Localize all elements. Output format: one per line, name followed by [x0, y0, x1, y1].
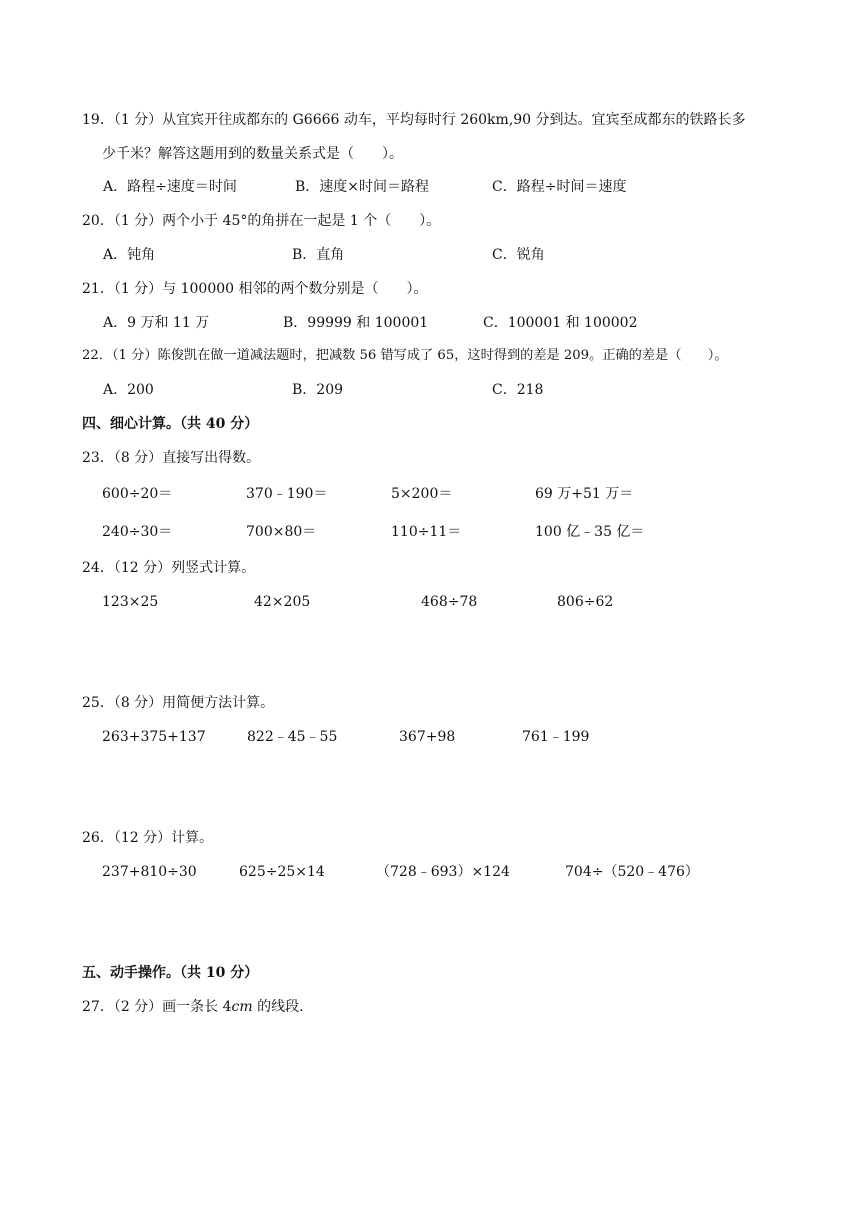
question-21-option-a: A．9 万和 11 万 [103, 315, 210, 331]
question-19-line-2: 少千米？解答这题用到的数量关系式是（ ）。 [102, 146, 403, 162]
question-25-text: 25．（8 分）用简便方法计算。 [82, 695, 275, 711]
question-21-option-b: B．99999 和 100001 [283, 315, 429, 331]
q23-expr-5: 240÷30＝ [102, 524, 173, 540]
q23-expr-6: 700×80＝ [246, 524, 317, 540]
q23-expr-2: 370﹣190＝ [246, 486, 328, 502]
question-27-text [82, 998, 304, 1016]
q24-expr-2: 42×205 [254, 594, 311, 610]
q25-expr-3: 367+98 [399, 729, 456, 745]
question-27-text-start: 27．（2 分）画一条长 4 [82, 999, 232, 1015]
q23-expr-7: 110÷11＝ [391, 524, 462, 540]
question-27-unit: cm [231, 999, 253, 1015]
question-19-option-c: C．路程÷时间＝速度 [492, 179, 627, 195]
question-24-text: 24．（12 分）列竖式计算。 [82, 560, 256, 576]
question-19-line-1: 19．（1 分）从宜宾开往成都东的 G6666 动车，平均每时行 260km,90 分到达。宜宾至成都东的铁路长多 [82, 112, 746, 128]
q23-expr-4: 69 万+51 万＝ [535, 486, 634, 502]
question-20-option-a: A．钝角 [103, 247, 156, 263]
q23-expr-3: 5×200＝ [391, 486, 453, 502]
q26-expr-4: 704÷（520﹣476） [565, 864, 699, 880]
question-20-option-c: C．锐角 [492, 247, 545, 263]
q25-expr-2: 822﹣45﹣55 [247, 729, 338, 745]
question-20-text: 20．（1 分）两个小于 45°的角拼在一起是 1 个（ ）。 [82, 213, 441, 229]
q23-expr-8: 100 亿﹣35 亿＝ [535, 524, 645, 540]
q25-expr-1: 263+375+137 [102, 729, 206, 745]
question-22-option-c: C．218 [492, 382, 544, 398]
q26-expr-1: 237+810÷30 [102, 864, 197, 880]
q25-expr-4: 761﹣199 [522, 729, 590, 745]
section-5-title: 五、动手操作。（共 10 分） [82, 965, 259, 981]
question-22-text: 22．（1 分）陈俊凯在做一道减法题时，把减数 56 错写成了 65，这时得到的差是 209。正确的差是（ ）。 [82, 348, 728, 363]
section-4-title: 四、细心计算。（共 40 分） [82, 416, 259, 432]
q24-expr-4: 806÷62 [557, 594, 614, 610]
q24-expr-3: 468÷78 [421, 594, 478, 610]
question-19-option-a: A．路程÷速度＝时间 [103, 179, 237, 195]
question-26-text: 26．（12 分）计算。 [82, 830, 214, 846]
question-20-option-b: B．直角 [292, 247, 345, 263]
q26-expr-3: （728﹣693）×124 [376, 864, 510, 880]
q26-expr-2: 625÷25×14 [239, 864, 325, 880]
q24-expr-1: 123×25 [102, 594, 159, 610]
question-23-text: 23．（8 分）直接写出得数。 [82, 450, 261, 466]
question-21-option-c: C．100001 和 100002 [483, 315, 638, 331]
question-22-option-a: A．200 [103, 382, 154, 398]
question-21-text: 21．（1 分）与 100000 相邻的两个数分别是（ ）。 [82, 281, 428, 297]
question-27-text-end: 的线段. [252, 999, 304, 1015]
q23-expr-1: 600÷20＝ [102, 486, 173, 502]
question-19-option-b: B．速度×时间＝路程 [295, 179, 430, 195]
question-22-option-b: B．209 [292, 382, 344, 398]
